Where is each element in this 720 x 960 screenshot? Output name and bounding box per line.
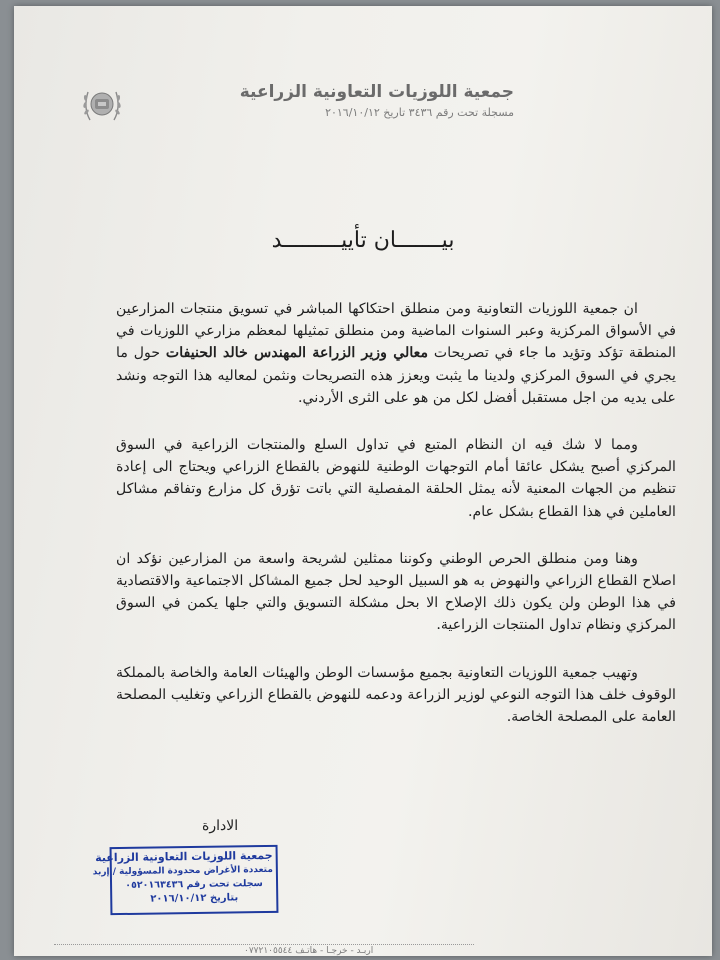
paragraph [116,298,676,409]
emblem-icon [80,82,124,126]
footer-divider [54,944,474,945]
paragraph-text: وهنا ومن منطلق الحرص الوطني وكوننا ممثلين لشريحة واسعة من المزارعين نؤكد ان اصلاح القطاع الزراعي والنهوض به هو السبيل الوحيد لحل جميع المشاكل الاجتماعية والاقتصادية في هذا الوطن ولن يكون ذلك الإصلاح الا بحل مشكلة التسويق والتي جلها يكمن في السوق المركزي ونظام تداول المنتجات الزراعية. [116,550,676,634]
registration-line: مسجلة تحت رقم ٣٤٣٦ تاريخ ٢٠١٦/١٠/١٢ [325,106,514,119]
stamp-line: جمعية اللوزيات التعاونية الزراعية [95,848,273,865]
letter-page [14,6,712,956]
paragraph-text: وتهيب جمعية اللوزيات التعاونية بجميع مؤسسات الوطن والهيئات العامة والخاصة بالمملكة الوقوف خلف هذا التوجه النوعي لوزير الزراعة ودعمه للنهوض بالقطاع الزراعي وتغليب المصلحة العامة على المصلحة الخاصة. [116,664,676,726]
paragraph [116,434,676,523]
stamp-line: متعددة الأغراض محدودة المسؤولية / إربد [92,864,273,878]
document-title: بيـــــــان تأييـــــــــد [271,228,455,253]
paragraph-text: ان جمعية اللوزيات التعاونية ومن منطلق احتكاكها المباشر في تسويق منتجات المزارعين في الأسواق المركزية وعبر السنوات الماضية ومن منطلق تمثيلها لمعظم مزارعي اللوزيات في المنطقة تؤكد وتؤيد ما جاء في تصريحات [116,301,677,362]
paragraph [116,548,676,637]
signature-label: الادارة [202,818,239,834]
organization-name: جمعية اللوزيات التعاونية الزراعية [239,82,514,102]
official-stamp [92,845,279,915]
footer-contact: اربـد - خرجـا - هاتـف ٠٧٧٢١٠٥٥٤٤ [244,946,374,956]
stamp-line: بتاريخ ٢٠١٦/١٠/١٢ [150,892,239,905]
paragraph-text: حول ما يجري في السوق المركزي ولدينا ما يثبت ويعزز هذه التصريحات ونثمن لمعاليه هذا التوجه ونشد على يديه من اجل مستقبل أفضل لكل من هو على الثرى الأردني. [116,345,676,406]
letterhead [74,76,514,132]
stamp-line: سجلت تحت رقم ٠٥٢٠١٦٣٤٣٦ [125,878,263,891]
letter-body [116,298,676,753]
paragraph-text: ومما لا شك فيه ان النظام المتبع في تداول السلع والمنتجات الزراعية في السوق المركزي أصبح يشكل عائقا أمام التوجهات الوطنية للنهوض بالقطاع الزراعي ويحتاج الى إعادة تنظيم من الجهات المعنية لأنه يمثل الحلقة المفصلية التي باتت تؤرق كل مزارع وتفاقم مشاكل العاملين في هذا القطاع بشكل عام. [116,437,676,520]
minister-name: معالي وزير الزراعة المهندس خالد الحنيفات [165,345,429,362]
paragraph [116,662,676,729]
